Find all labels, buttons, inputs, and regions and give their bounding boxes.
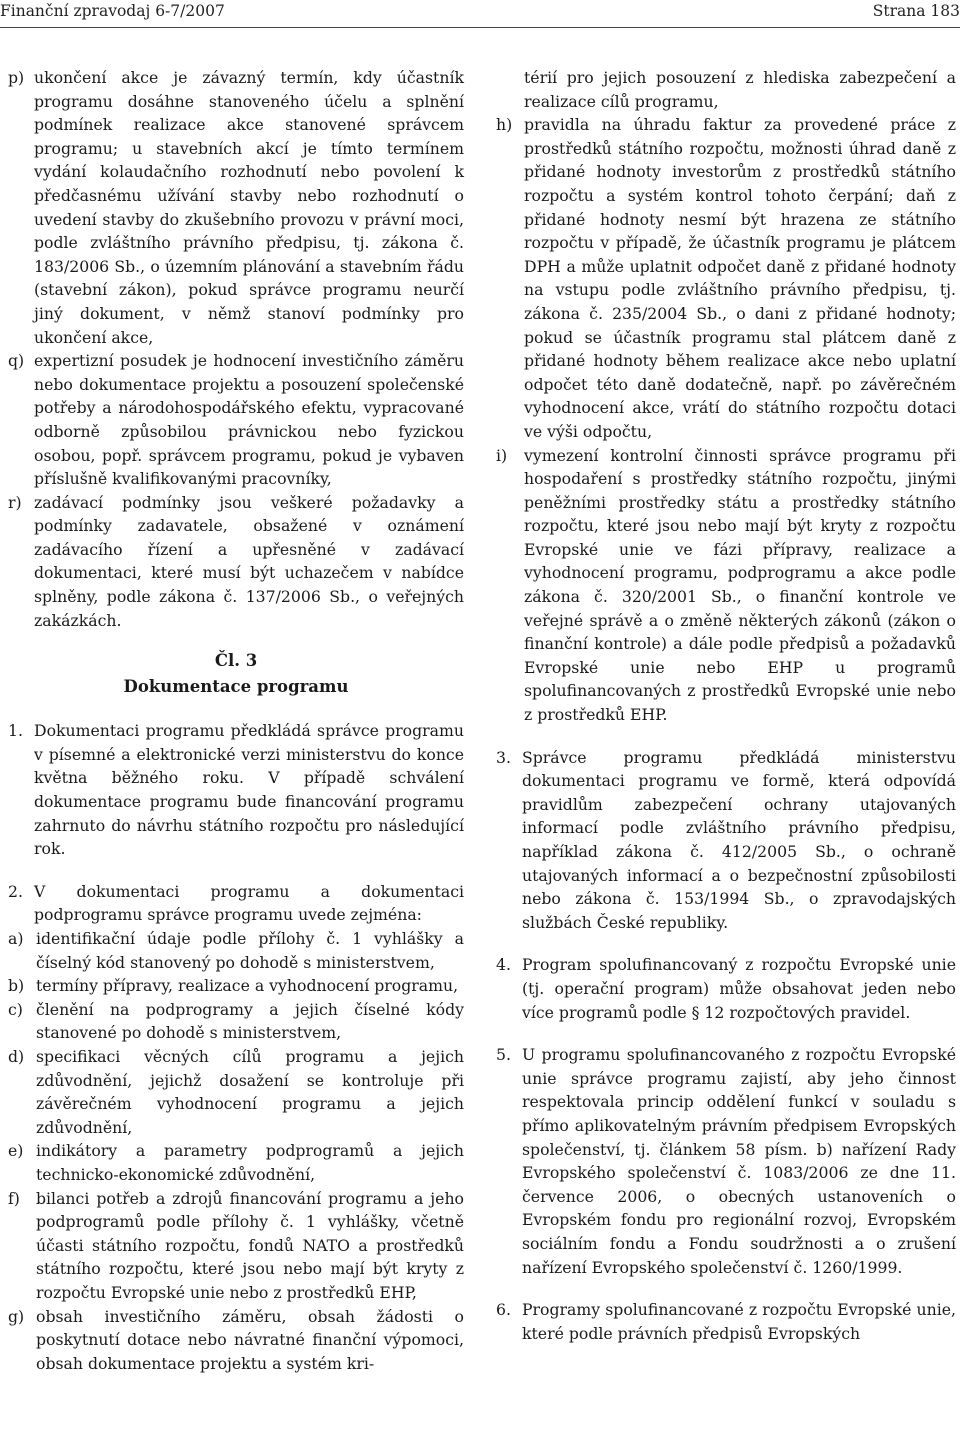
paragraph-text: Programy spolufinancované z rozpočtu Evropské unie, které podle právních předpisů Evropských — [522, 1300, 956, 1343]
item-text: indikátory a parametry podprogramů a jejich technicko-ekonomické zdůvodnění, — [36, 1141, 464, 1184]
paragraph-marker: 2. — [8, 881, 23, 901]
item-marker: f) — [8, 1188, 20, 1208]
list-item-p — [8, 66, 464, 349]
article-number: Čl. 3 — [214, 651, 258, 671]
paragraph-marker: 4. — [496, 955, 511, 975]
paragraph-3 — [496, 746, 956, 935]
paragraph-5 — [496, 1043, 956, 1279]
paragraph-text: Dokumentaci programu předkládá správce programu v písemné a elektronické verzi ministerstvu do konce května běžného roku. V případě schválení dokumentace programu bude financování programu zahrnuto do návrhu státního rozpočtu pro následující rok. — [34, 721, 464, 859]
paragraph-marker: 3. — [496, 747, 511, 767]
list-item-f — [8, 1187, 464, 1305]
item-marker: h) — [496, 115, 513, 135]
list-item-c — [8, 998, 464, 1045]
paragraph-text: Správce programu předkládá ministerstvu dokumentaci programu ve formě, která odpovídá pravidlům zabezpečení ochrany utajovaných informací podle zvláštního právního předpisu, například zákona č. 412/2005 Sb., o ochraně utajovaných informací a o bezpečnostní způsobilosti nebo zákona č. 153/1994 Sb., o zpravodajských službách České republiky. — [522, 747, 956, 932]
paragraph-6 — [496, 1298, 956, 1345]
paragraph-text: Program spolufinancovaný z rozpočtu Evropské unie (tj. operační program) může obsahovat jeden nebo více programů podle § 12 rozpočtových pravidel. — [522, 955, 956, 1022]
right-column — [496, 66, 956, 1345]
item-text: térií pro jejich posouzení z hlediska zabezpečení a realizace cílů programu, — [524, 68, 956, 111]
item-marker: a) — [8, 929, 24, 948]
item-text: vymezení kontrolní činnosti správce programu při hospodaření s prostředky státního rozpočtu, jinými peněžními prostředky státu a prostředky státního rozpočtu, které jsou nebo mají být kryty z rozpočtu Evropské unie ve fázi přípravy, realizace a vyhodnocení programu, podprogramu a akce podle zákona č. 320/2001 Sb., o finanční kontrole ve veřejné správě a o změně některých zákonů (zákon o finanční kontrole) a dále podle předpisů a požadavků Evropské unie nebo EHP u programů spolufinancovaných z prostředků Evropské unie nebo z prostředků EHP. — [524, 445, 956, 725]
page-number: Strana 183 — [872, 2, 960, 20]
paragraph-text: V dokumentaci programu a dokumentaci podprogramu správce programu uvede zejména: — [34, 881, 464, 925]
item-text: pravidla na úhradu faktur za provedené práce z prostředků státního rozpočtu, možnosti úhrad daně z přidané hodnoty investorům z prostředků státního rozpočtu a systém kontrol tohoto čerpání; daň z přidané hodnoty nesmí být hrazena ze státního rozpočtu v případě, že účastník programu je plátcem DPH a může uplatnit odpočet daně z přidané hodnoty na vstupu podle zvláštního právního předpisu, tj. zákona č. 235/2004 Sb., o dani z přidané hodnoty; pokud se účastník programu stal plátcem daně z přidané hodnoty během realizace akce nebo uplatní odpočet této daně dodatečně, např. po závěrečném vyhodnocení akce, vrátí do státního rozpočtu dotaci ve výši odpočtu, — [524, 115, 956, 441]
list-item-i — [496, 444, 956, 727]
item-text: ukončení akce je závazný termín, kdy účastník programu dosáhne stanoveného účelu a splnění podmínek realizace akce stanovené správcem programu; u stavebních akcí je tímto termínem vydání kolaudačního rozhodnutí nebo povolení k předčasnému užívání stavby nebo rozhodnutí o uvedení stavby do zkušebního provozu v právní moci, podle zvláštního právního předpisu, tj. zákona č. 183/2006 Sb., o územním plánování a stavebním řádu (stavební zákon), pokud správce programu neurčí jiný dokument, v němž stanoví podmínky pro ukončení akce, — [34, 68, 464, 347]
list-item-e — [8, 1139, 464, 1186]
item-marker: e) — [8, 1141, 24, 1161]
paragraph-marker: 6. — [496, 1300, 511, 1320]
list-item-h — [496, 113, 956, 443]
paragraph-marker: 5. — [496, 1045, 511, 1065]
list-item-r — [8, 491, 464, 633]
list-item-a — [8, 927, 464, 974]
paragraph-marker: 1. — [8, 721, 23, 741]
item-text: specifikaci věcných cílů programu a jejich zdůvodnění, jejichž dosažení se kontroluje při závěrečném vyhodnocení programu a jejich zdůvodnění, — [36, 1046, 464, 1137]
item-text: bilanci potřeb a zdrojů financování programu a jeho podprogramů podle přílohy č. 1 vyhlášky, včetně účasti státního rozpočtu, fondů NATO a prostředků státního rozpočtu, které jsou nebo mají být kryty z rozpočtu Evropské unie nebo z prostředků EHP, — [36, 1188, 464, 1302]
paragraph-text: U programu spolufinancovaného z rozpočtu Evropské unie správce programu zajistí, aby jeho činnost respektovala princip oddělení funkcí v souladu s přímo aplikovatelným právním předpisem Evropských společenství, tj. článkem 58 písm. b) nařízení Rady Evropského společenství č. 1083/2006 ze dne 11. července 2006, o obecných ustanoveních o Evropském fondu pro regionální rozvoj, Evropském sociálním fondu a Fondu soudržnosti a o zrušení nařízení Evropského společenství č. 1260/1999. — [522, 1045, 956, 1277]
paragraph-2 — [8, 880, 464, 927]
paragraph-1 — [8, 719, 464, 861]
item-text: členění na podprogramy a jejich číselné kódy stanovené po dohodě s ministerstvem, — [36, 999, 464, 1043]
article-heading — [8, 648, 464, 700]
item-text: expertizní posudek je hodnocení investičního záměru nebo dokumentace projektu a posouzení společenské potřeby a národohospodářského efektu, vypracované odborně způsobilou právnickou nebo fyzickou osobou, popř. správcem programu, pokud je vybaven příslušně kvalifikovanými pracovníky, — [34, 351, 464, 489]
article-title: Dokumentace programu — [123, 677, 349, 697]
list-item-b — [8, 974, 464, 998]
item-marker: d) — [8, 1046, 25, 1066]
journal-title: Finanční zpravodaj 6-7/2007 — [0, 2, 225, 20]
item-marker: i) — [496, 445, 508, 465]
item-marker: q) — [8, 351, 25, 371]
left-column — [8, 66, 464, 1375]
item-marker: g) — [8, 1306, 25, 1326]
list-item-g — [8, 1305, 464, 1376]
paragraph-4 — [496, 953, 956, 1024]
page-header — [0, 0, 960, 22]
item-marker: c) — [8, 999, 23, 1019]
item-marker: r) — [8, 492, 22, 512]
item-text: termíny přípravy, realizace a vyhodnocení programu, — [36, 976, 459, 996]
item-marker: p) — [8, 68, 25, 87]
list-item-d — [8, 1045, 464, 1139]
item-text: zadávací podmínky jsou veškeré požadavky a podmínky zadavatele, obsažené v oznámení zadávacího řízení a upřesněné v zadávací dokumentaci, které musí být uchazečem v nabídce splněny, podle zákona č. 137/2006 Sb., o veřejných zakázkách. — [34, 492, 464, 630]
list-item-g-continued — [496, 66, 956, 113]
header-rule — [0, 27, 960, 28]
list-item-q — [8, 349, 464, 491]
item-text: identifikační údaje podle přílohy č. 1 vyhlášky a číselný kód stanovený po dohodě s ministerstvem, — [36, 929, 464, 972]
item-marker: b) — [8, 976, 25, 996]
item-text: obsah investičního záměru, obsah žádosti o poskytnutí dotace nebo návratné finanční výpomoci, obsah dokumentace projektu a systém kri- — [36, 1306, 464, 1373]
